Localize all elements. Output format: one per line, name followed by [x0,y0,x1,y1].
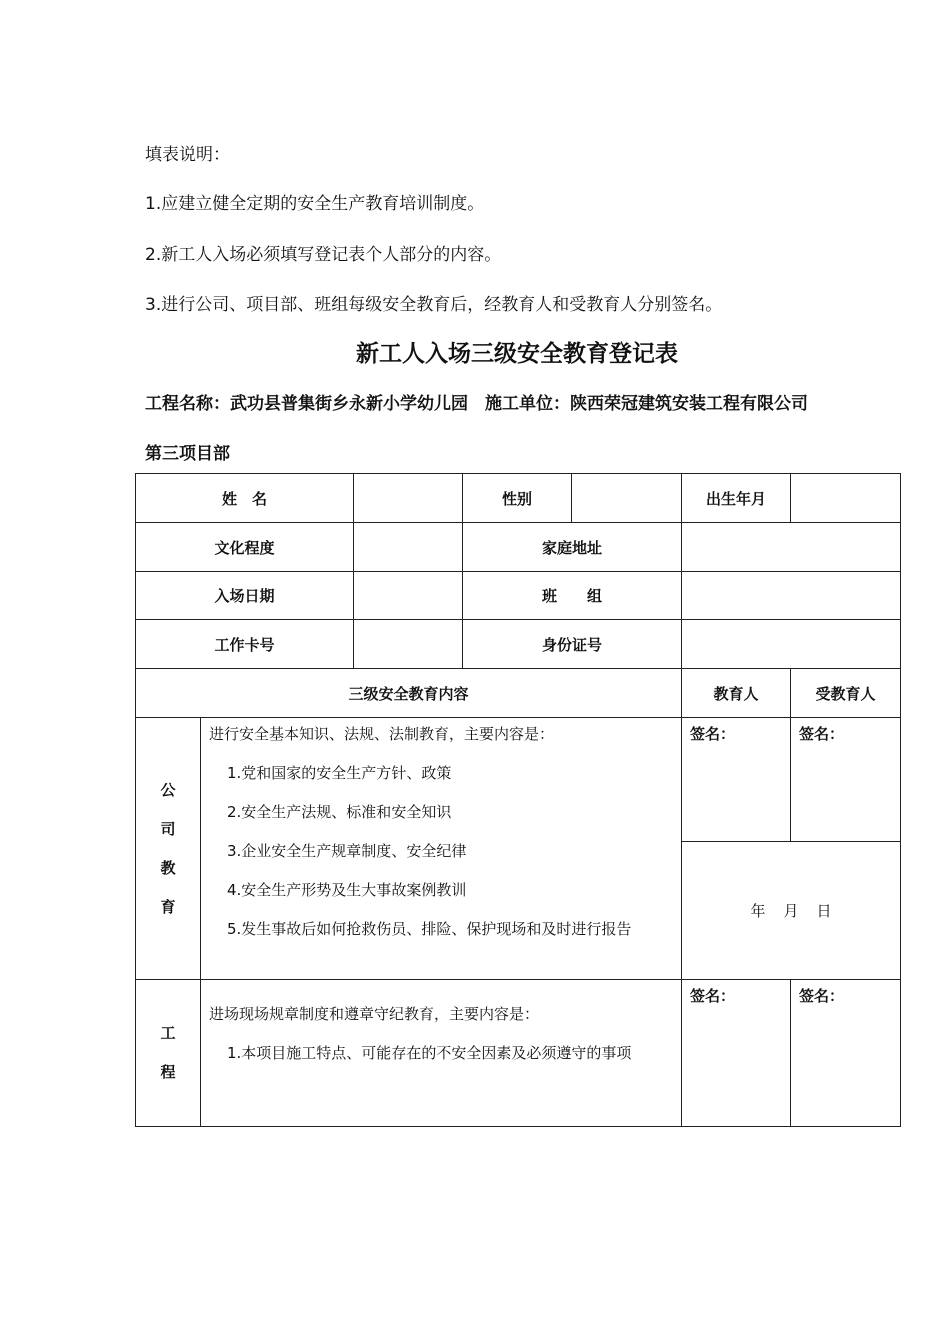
entry-date-label: 入场日期 [136,572,354,620]
company-educatee-signature[interactable]: 签名： [791,718,901,842]
education-field[interactable] [354,523,463,572]
instructions-heading: 填表说明： [145,145,230,165]
instruction-item-1: 1.应建立健全定期的安全生产教育培训制度。 [145,194,485,214]
name-label: 姓 名 [136,474,354,523]
id-label: 身份证号 [463,620,682,669]
company-educator-signature[interactable]: 签名： [682,718,791,842]
project-educator-signature[interactable]: 签名： [682,980,791,1127]
educator-header: 教育人 [682,669,791,718]
entry-date-field[interactable] [354,572,463,620]
team-field[interactable] [682,572,901,620]
company-education-date[interactable]: 年 月 日 [682,842,901,980]
work-card-label: 工作卡号 [136,620,354,669]
registration-table [135,473,901,1127]
project-educatee-signature[interactable]: 签名： [791,980,901,1127]
id-field[interactable] [682,620,901,669]
company-education-label: 公 司 教 育 [136,718,201,980]
educatee-header: 受教育人 [791,669,901,718]
instruction-item-2: 2.新工人入场必须填写登记表个人部分的内容。 [145,245,502,265]
birth-field[interactable] [791,474,901,523]
project-education-label: 工 程 [136,980,201,1127]
work-card-field[interactable] [354,620,463,669]
content-header: 三级安全教育内容 [136,669,682,718]
team-label: 班 组 [463,572,682,620]
project-dept-line: 第三项目部 [145,444,230,464]
project-education-content: 进场现场规章制度和遵章守纪教育，主要内容是： 1.本项目施工特点、可能存在的不安全因素及必须遵守的事项 [201,980,682,1127]
form-title: 新工人入场三级安全教育登记表 [356,341,678,367]
project-info-line: 工程名称：武功县普集街乡永新小学幼儿园 施工单位：陕西荣冠建筑安装工程有限公司 [145,394,808,414]
gender-field[interactable] [572,474,682,523]
address-label: 家庭地址 [463,523,682,572]
address-field[interactable] [682,523,901,572]
instruction-item-3: 3.进行公司、项目部、班组每级安全教育后，经教育人和受教育人分别签名。 [145,295,723,315]
gender-label: 性别 [463,474,572,523]
company-education-content: 进行安全基本知识、法规、法制教育，主要内容是： 1.党和国家的安全生产方针、政策 2.安全生产法规、标准和安全知识 3.企业安全生产规章制度、安全纪律 4.安全生产形势及生大事故案例教训 5.发生事故后如何抢救伤员、排险、保护现场和及时进行报告 [201,718,682,980]
education-label: 文化程度 [136,523,354,572]
name-field[interactable] [354,474,463,523]
birth-label: 出生年月 [682,474,791,523]
